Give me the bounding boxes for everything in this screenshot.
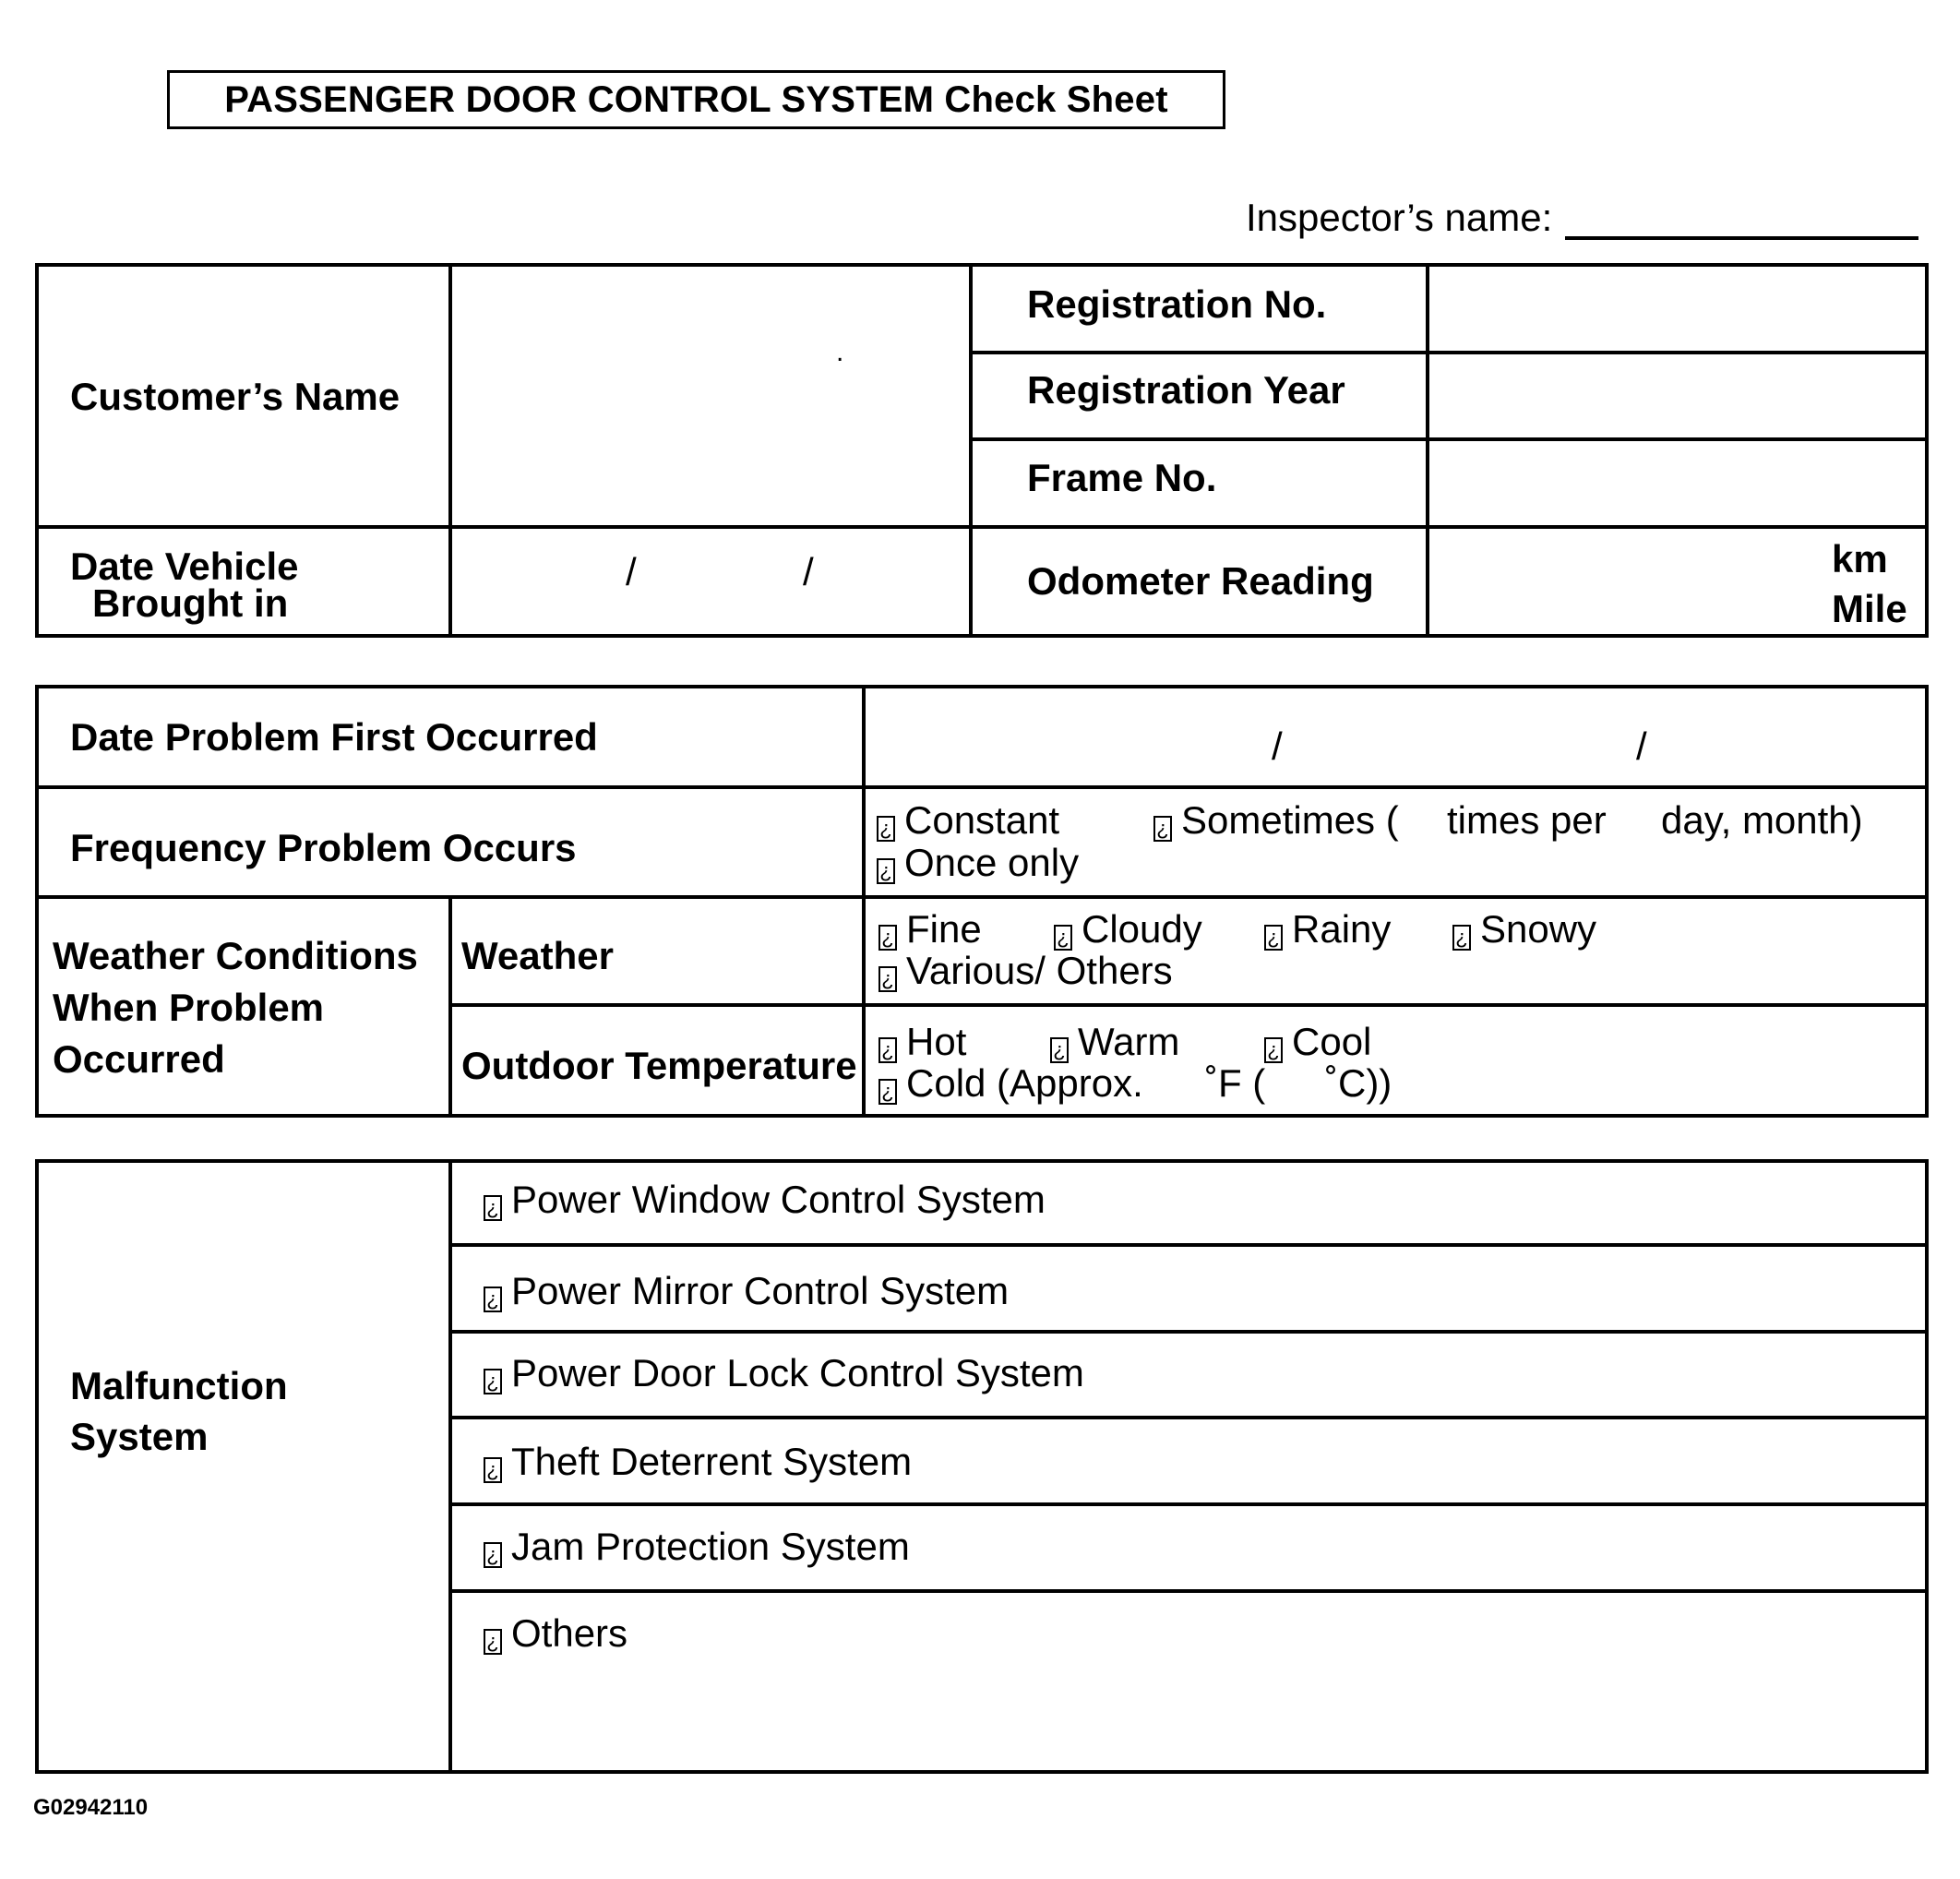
outdoor-temp-label: Outdoor Temperature (461, 1044, 857, 1087)
weather-cloudy-option[interactable]: ¿ Cloudy (1054, 909, 1202, 951)
temp-cool-option[interactable]: ¿ Cool (1264, 1022, 1371, 1063)
date-first-slash-2: / (1636, 724, 1647, 768)
date-brought-in-label-1: Date Vehicle (70, 545, 299, 588)
date-brought-in-slash-2: / (803, 550, 814, 593)
checkbox-icon[interactable]: ¿ (878, 1037, 897, 1063)
checkbox-icon[interactable]: ¿ (878, 1079, 897, 1105)
temp-warm-option[interactable]: ¿ Warm (1050, 1022, 1179, 1063)
odometer-unit-mile: Mile (1832, 587, 1907, 630)
weather-snowy-option[interactable]: ¿ Snowy (1452, 909, 1596, 951)
weather-rainy-option[interactable]: ¿ Rainy (1264, 909, 1391, 951)
customer-name-value[interactable]: . (836, 337, 844, 367)
freq-sometimes-option[interactable]: ¿ Sometimes ( (1153, 800, 1399, 842)
weather-various-option[interactable]: ¿ Various/ Others (878, 951, 1173, 992)
registration-year-label: Registration Year (1027, 368, 1345, 412)
checkbox-icon[interactable]: ¿ (484, 1195, 502, 1221)
malfunction-label-2: System (70, 1415, 209, 1458)
malfunction-option-power-window[interactable]: ¿ Power Window Control System (484, 1179, 1046, 1221)
checkbox-icon[interactable]: ¿ (484, 1542, 502, 1568)
customer-name-label: Customer’s Name (70, 375, 400, 418)
inspector-name-line[interactable] (1565, 194, 1918, 240)
weather-conditions-label-2: When Problem (53, 986, 325, 1029)
weather-conditions-label-1: Weather Conditions (53, 934, 418, 977)
checkbox-icon[interactable]: ¿ (484, 1369, 502, 1394)
frame-no-label: Frame No. (1027, 456, 1217, 499)
freq-day-month: day, month) (1661, 798, 1863, 842)
checkbox-icon[interactable]: ¿ (1054, 925, 1072, 951)
checkbox-icon[interactable]: ¿ (1050, 1037, 1069, 1063)
inspector-label: Inspector’s name: (1246, 196, 1553, 239)
malfunction-option-others[interactable]: ¿ Others (484, 1613, 627, 1655)
date-first-label: Date Problem First Occurred (70, 715, 598, 759)
malfunction-option-jam-protection[interactable]: ¿ Jam Protection System (484, 1526, 910, 1568)
checkbox-icon[interactable]: ¿ (877, 858, 895, 884)
checkbox-icon[interactable]: ¿ (877, 816, 895, 842)
temp-cold-option[interactable]: ¿ Cold (Approx. (878, 1063, 1143, 1105)
odometer-label: Odometer Reading (1027, 559, 1374, 603)
vehicle-info-table (35, 263, 1929, 638)
date-first-slash-1: / (1272, 724, 1283, 768)
check-sheet-title: PASSENGER DOOR CONTROL SYSTEM Check Sheet (167, 70, 1225, 129)
figure-code: G02942110 (33, 1795, 149, 1820)
checkbox-icon[interactable]: ¿ (878, 925, 897, 951)
checkbox-icon[interactable]: ¿ (1153, 816, 1172, 842)
inspector-field (1246, 194, 1918, 240)
malfunction-option-theft-deterrent[interactable]: ¿ Theft Deterrent System (484, 1442, 912, 1483)
freq-constant-option[interactable]: ¿ Constant (877, 800, 1059, 842)
checkbox-icon[interactable]: ¿ (1264, 1037, 1283, 1063)
weather-label: Weather (461, 934, 614, 977)
temp-fahrenheit-unit: ˚F ( (1205, 1061, 1266, 1105)
checkbox-icon[interactable]: ¿ (1452, 925, 1471, 951)
odometer-unit-km: km (1832, 537, 1888, 580)
checkbox-icon[interactable]: ¿ (484, 1457, 502, 1483)
weather-fine-option[interactable]: ¿ Fine (878, 909, 982, 951)
checkbox-icon[interactable]: ¿ (1264, 925, 1283, 951)
registration-no-label: Registration No. (1027, 282, 1327, 326)
temp-hot-option[interactable]: ¿ Hot (878, 1022, 966, 1063)
freq-times-per: times per (1447, 798, 1607, 842)
checkbox-icon[interactable]: ¿ (878, 966, 897, 992)
freq-once-option[interactable]: ¿ Once only (877, 843, 1079, 884)
malfunction-label-1: Malfunction (70, 1364, 288, 1407)
checkbox-icon[interactable]: ¿ (484, 1629, 502, 1655)
malfunction-table (35, 1159, 1929, 1774)
weather-conditions-label-3: Occurred (53, 1037, 225, 1081)
malfunction-option-power-mirror[interactable]: ¿ Power Mirror Control System (484, 1271, 1009, 1312)
temp-celsius-unit: ˚C)) (1325, 1061, 1392, 1105)
date-brought-in-slash-1: / (626, 550, 637, 593)
checkbox-icon[interactable]: ¿ (484, 1287, 502, 1312)
malfunction-option-power-door-lock[interactable]: ¿ Power Door Lock Control System (484, 1353, 1084, 1394)
date-brought-in-label-2: Brought in (92, 581, 289, 625)
frequency-label: Frequency Problem Occurs (70, 826, 577, 869)
